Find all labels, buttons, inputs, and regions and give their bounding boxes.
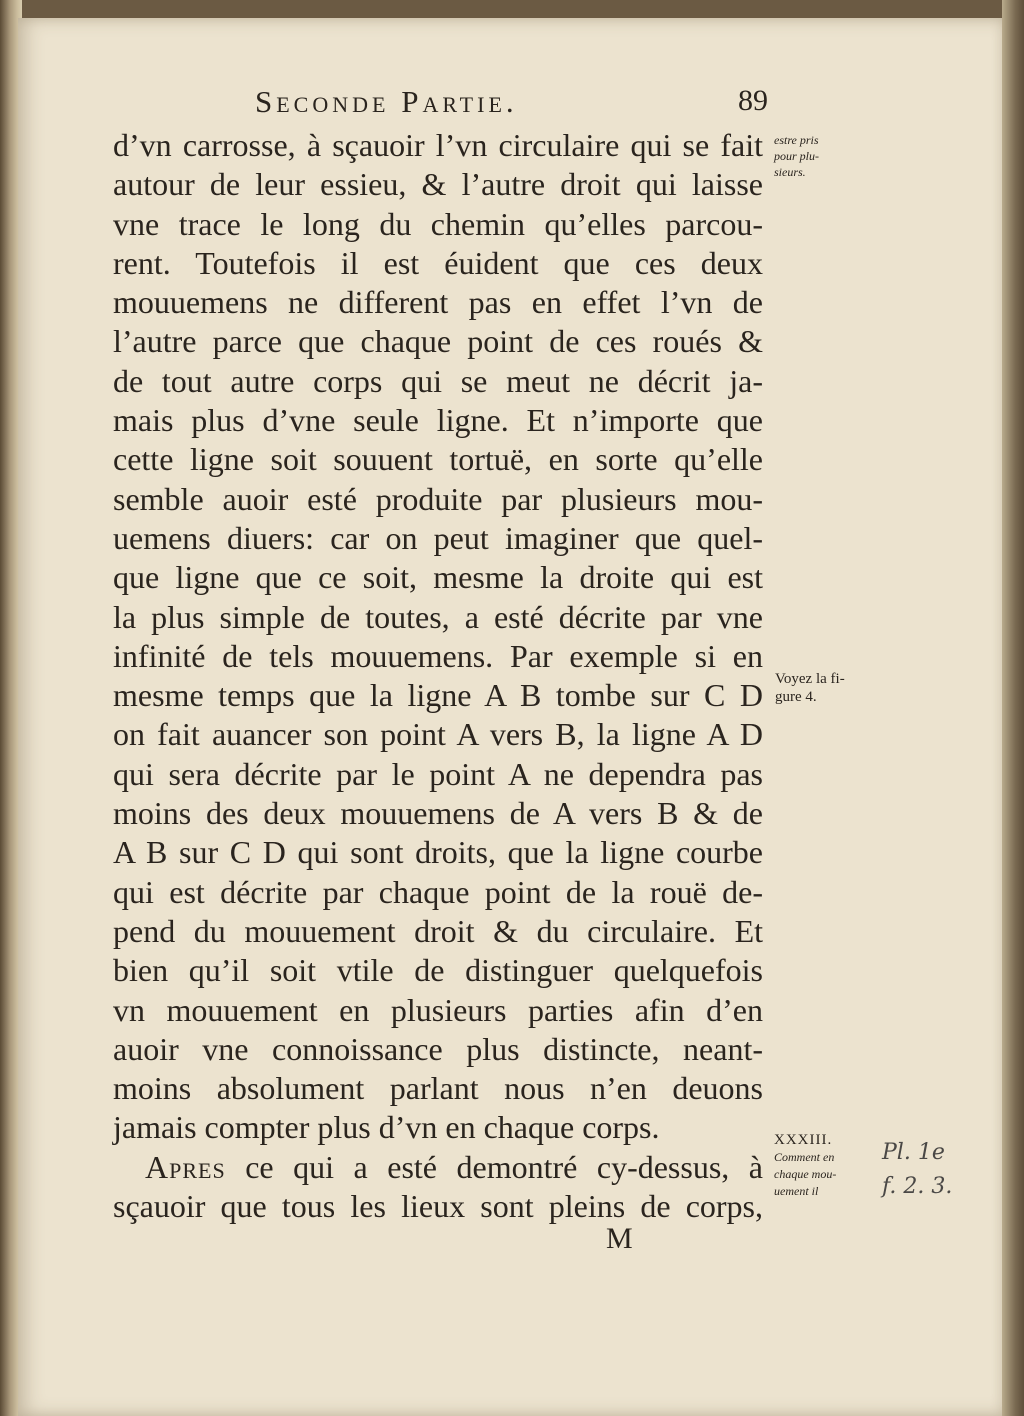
text-line: cette ligne soit souuent tortuë, en sorte qu’elle bbox=[113, 441, 763, 478]
text-line: l’autre parce que chaque point de ces roués & bbox=[113, 323, 763, 360]
text-line: autour de leur essieu, & l’autre droit qui laisse bbox=[113, 166, 763, 203]
margin-note-1 bbox=[774, 132, 864, 180]
text-line: uemens diuers: car on peut imaginer que quel- bbox=[113, 519, 763, 556]
text-line: moins absolument parlant nous n’en deuons bbox=[113, 1070, 763, 1107]
article-number: XXXIII. bbox=[774, 1132, 833, 1148]
text-line: d’vn carrosse, à sçauoir l’vn circulaire qui se fait bbox=[113, 127, 763, 163]
handwritten-annotation bbox=[882, 1136, 952, 1204]
margin-note-line: pour plu- bbox=[774, 149, 819, 163]
text-line: qui sera décrite par le point A ne dependra pas bbox=[113, 755, 763, 792]
margin-note-line: Voyez la fi- bbox=[775, 671, 845, 687]
text-line: que ligne que ce soit, mesme la droite qui est bbox=[113, 559, 763, 596]
annotation-line: Pl. 1e bbox=[882, 1140, 945, 1165]
text-line: semble auoir esté produite par plusieurs mou- bbox=[113, 480, 763, 517]
text-line: pend du mouuement droit & du circulaire. Et bbox=[113, 912, 763, 949]
text-line: moins des deux mouuemens de A vers B & de bbox=[113, 795, 763, 832]
text-line: de tout autre corps qui se meut ne décrit ja- bbox=[113, 362, 763, 399]
page-number: 89 bbox=[738, 84, 768, 117]
margin-note-2 bbox=[775, 670, 885, 706]
text-line: on fait auancer son point A vers B, la ligne A D bbox=[113, 716, 763, 753]
margin-note-line: estre pris bbox=[774, 133, 819, 147]
text-line: qui est décrite par chaque point de la rouë de- bbox=[113, 873, 763, 910]
page-edge bbox=[1002, 0, 1024, 1416]
margin-note-3 bbox=[774, 1132, 884, 1200]
text-line: vn mouuement en plusieurs parties afin d’en bbox=[113, 991, 763, 1028]
text-line: rent. Toutefois il est éuident que ces deux bbox=[113, 244, 763, 281]
text-line: infinité de tels mouuemens. Par exemple si en bbox=[113, 637, 763, 674]
margin-note-line: uement il bbox=[774, 1184, 819, 1198]
text-line: auoir vne connoissance plus distincte, neant- bbox=[113, 1030, 763, 1067]
running-title: Seconde Partie. bbox=[255, 84, 518, 119]
margin-note-line: chaque mou- bbox=[774, 1167, 837, 1181]
annotation-line: f. 2. 3. bbox=[882, 1174, 953, 1199]
margin-note-line: Comment en bbox=[774, 1150, 835, 1164]
text-line: sçauoir que tous les lieux sont pleins de corps, bbox=[113, 1188, 763, 1225]
text-line: mesme temps que la ligne A B tombe sur C D bbox=[113, 677, 763, 714]
text-line: jamais compter plus d’vn en chaque corps. bbox=[113, 1109, 660, 1146]
text-line: vne trace le long du chemin qu’elles parcou- bbox=[113, 205, 763, 242]
catchword: M bbox=[606, 1222, 633, 1255]
margin-note-line: sieurs. bbox=[774, 165, 806, 179]
dropword: Apres bbox=[145, 1148, 226, 1185]
text-line: mais plus d’vne seule ligne. Et n’importe que bbox=[113, 402, 763, 439]
page-header bbox=[250, 84, 770, 124]
text-line: la plus simple de toutes, a esté décrite par vne bbox=[113, 598, 763, 635]
text-line-rest: ce qui a esté demontré cy-dessus, à bbox=[225, 1148, 763, 1185]
margin-note-line: gure 4. bbox=[775, 689, 817, 705]
body-text bbox=[113, 126, 763, 1226]
text-line: bien qu’il soit vtile de distinguer quelquefois bbox=[113, 952, 763, 989]
paragraph-start-line bbox=[113, 1148, 763, 1187]
text-line: mouuemens ne different pas en effet l’vn de bbox=[113, 284, 763, 321]
text-line: A B sur C D qui sont droits, que la ligne courbe bbox=[113, 834, 763, 871]
